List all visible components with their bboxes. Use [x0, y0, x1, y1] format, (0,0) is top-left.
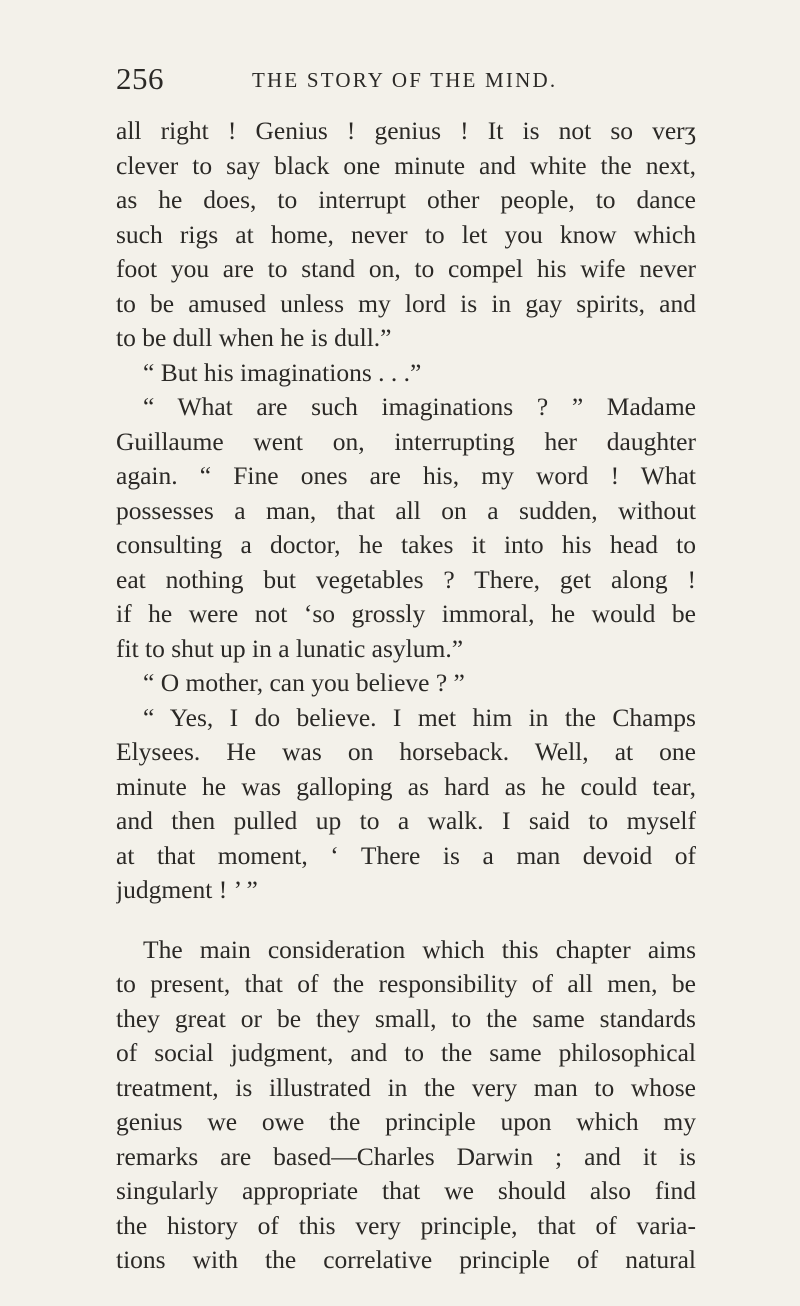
text-line: as he does, to interrupt other people, to dance	[116, 185, 696, 214]
text-line: consulting a doctor, he takes it into his head to	[116, 530, 696, 559]
page-number: 256	[116, 61, 164, 96]
text-line: remarks are based—Charles Darwin ; and it is	[116, 1141, 696, 1171]
text-line: again. “ Fine ones are his, my word ! What	[116, 461, 696, 490]
paragraph	[116, 390, 696, 666]
text-line: fit to shut up in a lunatic asylum.”	[116, 633, 464, 663]
text-line: to present, that of the responsibility of all men, be	[116, 969, 696, 998]
text-line: foot you are to stand on, to compel his wife never	[116, 254, 696, 283]
text-line: they great or be they small, to the same standards	[116, 1003, 696, 1033]
text-line: clever to say black one minute and white the next,	[116, 150, 696, 180]
text-line: tions with the correlative principle of natural	[116, 1245, 696, 1274]
text-line: Elysees. He was on horseback. Well, at one	[116, 737, 696, 766]
running-title: THE STORY OF THE MIND.	[252, 68, 558, 92]
text-line: the history of this very principle, that of varia-	[116, 1210, 696, 1240]
text-line: to be dull when he is dull.”	[116, 323, 392, 352]
running-header	[116, 61, 696, 96]
text-line: such rigs at home, never to let you know which	[116, 219, 696, 249]
text-line: possesses a man, that all on a sudden, without	[116, 495, 696, 525]
text-line: and then pulled up to a walk. I said to myself	[116, 806, 696, 835]
paragraph	[116, 933, 696, 1278]
text-line: treatment, is illustrated in the very man to whose	[116, 1072, 696, 1102]
text-line: to be amused unless my lord is in gay spirits, and	[116, 288, 696, 318]
text-line: minute he was galloping as hard as he could tear,	[116, 771, 696, 801]
text-line: all right ! Genius ! genius ! It is not so verʒ	[116, 116, 696, 145]
paragraph	[116, 666, 696, 701]
text-line: Guillaume went on, interrupting her daughter	[116, 426, 696, 456]
text-line: “ What are such imaginations ? ” Madame	[143, 392, 696, 421]
text-line: “ Yes, I do believe. I met him in the Champs	[143, 702, 696, 732]
text-line: genius we owe the principle upon which my	[116, 1107, 696, 1136]
text-line: “ But his imaginations . . .”	[143, 357, 422, 387]
paragraph	[116, 356, 696, 391]
text-line: if he were not ‘so grossly immoral, he would be	[116, 599, 696, 628]
body-text	[116, 114, 696, 1278]
text-line: judgment ! ’ ”	[116, 875, 258, 904]
section-gap	[116, 908, 696, 933]
paragraph	[116, 114, 696, 356]
text-line: singularly appropriate that we should also find	[116, 1176, 696, 1205]
text-line: eat nothing but vegetables ? There, get along !	[116, 564, 696, 594]
text-line: of social judgment, and to the same philosophical	[116, 1038, 696, 1067]
text-line: at that moment, ‘ There is a man devoid of	[116, 840, 696, 870]
paragraph	[116, 701, 696, 908]
text-line: The main consideration which this chapter aims	[143, 934, 696, 964]
text-line: “ O mother, can you believe ? ”	[143, 668, 465, 697]
